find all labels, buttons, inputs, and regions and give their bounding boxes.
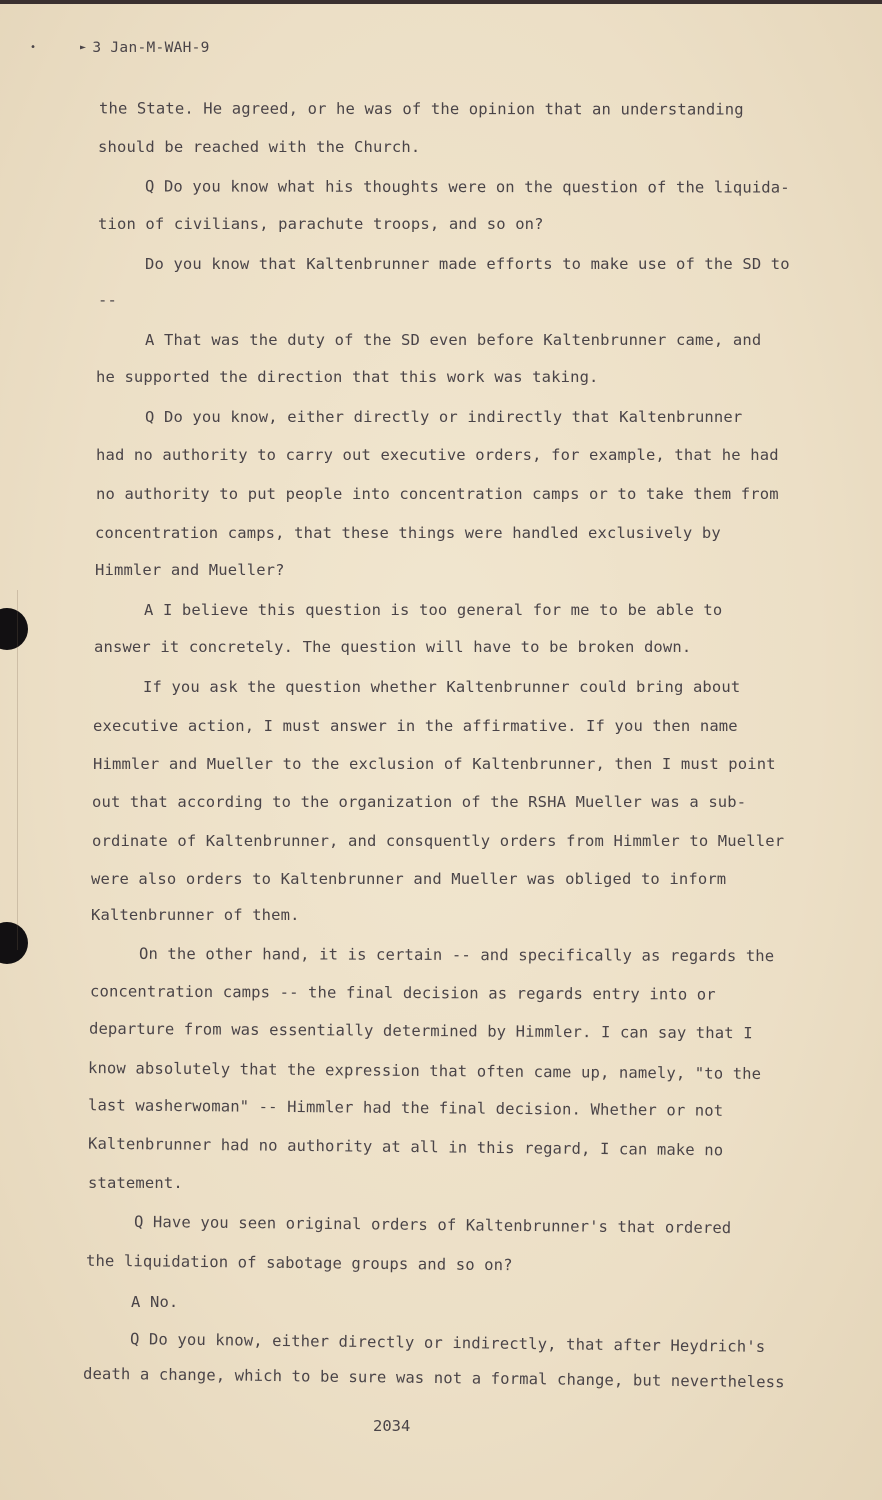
page-number: 2034 bbox=[373, 1417, 411, 1435]
text-line: A No. bbox=[131, 1293, 179, 1311]
text-line: tion of civilians, parachute troops, and so on? bbox=[98, 215, 544, 233]
ink-mark: • bbox=[30, 42, 37, 53]
text-line: answer it concretely. The question will have to be broken down. bbox=[94, 638, 692, 656]
text-line: death a change, which to be sure was not a formal change, but nevertheless bbox=[82, 1364, 785, 1392]
text-line: Q Do you know what his thoughts were on the question of the liquida- bbox=[144, 177, 790, 197]
text-line: he supported the direction that this work was taking. bbox=[96, 368, 599, 386]
text-line: statement. bbox=[88, 1174, 183, 1192]
text-line: executive action, I must answer in the affirmative. If you then name bbox=[93, 717, 738, 735]
page-header bbox=[80, 40, 210, 56]
text-line: A I believe this question is too general for me to be able to bbox=[144, 601, 723, 619]
text-line: Do you know that Kaltenbrunner made efforts to make use of the SD to bbox=[145, 255, 790, 273]
header-text: 3 Jan-M-WAH-9 bbox=[92, 40, 210, 56]
text-line: Q Do you know, either directly or indirectly that Kaltenbrunner bbox=[145, 408, 743, 426]
text-line: Kaltenbrunner had no authority at all in this regard, I can make no bbox=[87, 1134, 724, 1160]
text-line: If you ask the question whether Kaltenbrunner could bring about bbox=[143, 678, 741, 696]
bullet-icon: ► bbox=[80, 42, 87, 53]
text-line: Himmler and Mueller to the exclusion of Kaltenbrunner, then I must point bbox=[93, 755, 776, 773]
text-line: the liquidation of sabotage groups and so on? bbox=[85, 1251, 513, 1275]
text-line: had no authority to carry out executive orders, for example, that he had bbox=[96, 446, 779, 464]
text-line: ordinate of Kaltenbrunner, and consquently orders from Himmler to Mueller bbox=[92, 832, 785, 850]
text-line: know absolutely that the expression that often came up, namely, "to the bbox=[87, 1059, 762, 1083]
text-line: Q Do you know, either directly or indirectly, that after Heydrich's bbox=[129, 1330, 766, 1356]
text-line: no authority to put people into concentration camps or to take them from bbox=[96, 485, 779, 503]
text-line: the State. He agreed, or he was of the opinion that an understanding bbox=[98, 99, 744, 119]
text-line: A That was the duty of the SD even before Kaltenbrunner came, and bbox=[145, 331, 762, 349]
text-line: out that according to the organization of the RSHA Mueller was a sub- bbox=[92, 793, 747, 811]
text-line: concentration camps -- the final decision as regards entry into or bbox=[89, 982, 716, 1004]
text-line: should be reached with the Church. bbox=[98, 138, 421, 156]
text-line: Q Have you seen original orders of Kaltenbrunner's that ordered bbox=[133, 1212, 732, 1238]
punch-hole bbox=[0, 922, 28, 964]
text-line: On the other hand, it is certain -- and specifically as regards the bbox=[138, 944, 775, 966]
page-top-edge bbox=[0, 0, 882, 4]
text-line: departure from was essentially determined by Himmler. I can say that I bbox=[88, 1019, 753, 1043]
text-line: were also orders to Kaltenbrunner and Mueller was obliged to inform bbox=[91, 870, 727, 888]
text-line: concentration camps, that these things were handled exclusively by bbox=[95, 524, 721, 542]
text-line: Kaltenbrunner of them. bbox=[91, 906, 300, 924]
punch-hole bbox=[0, 608, 28, 650]
text-line: last washerwoman" -- Himmler had the final decision. Whether or not bbox=[87, 1096, 724, 1120]
text-line: Himmler and Mueller? bbox=[95, 561, 285, 579]
paper-fold bbox=[17, 590, 18, 950]
text-line: -- bbox=[98, 291, 117, 309]
